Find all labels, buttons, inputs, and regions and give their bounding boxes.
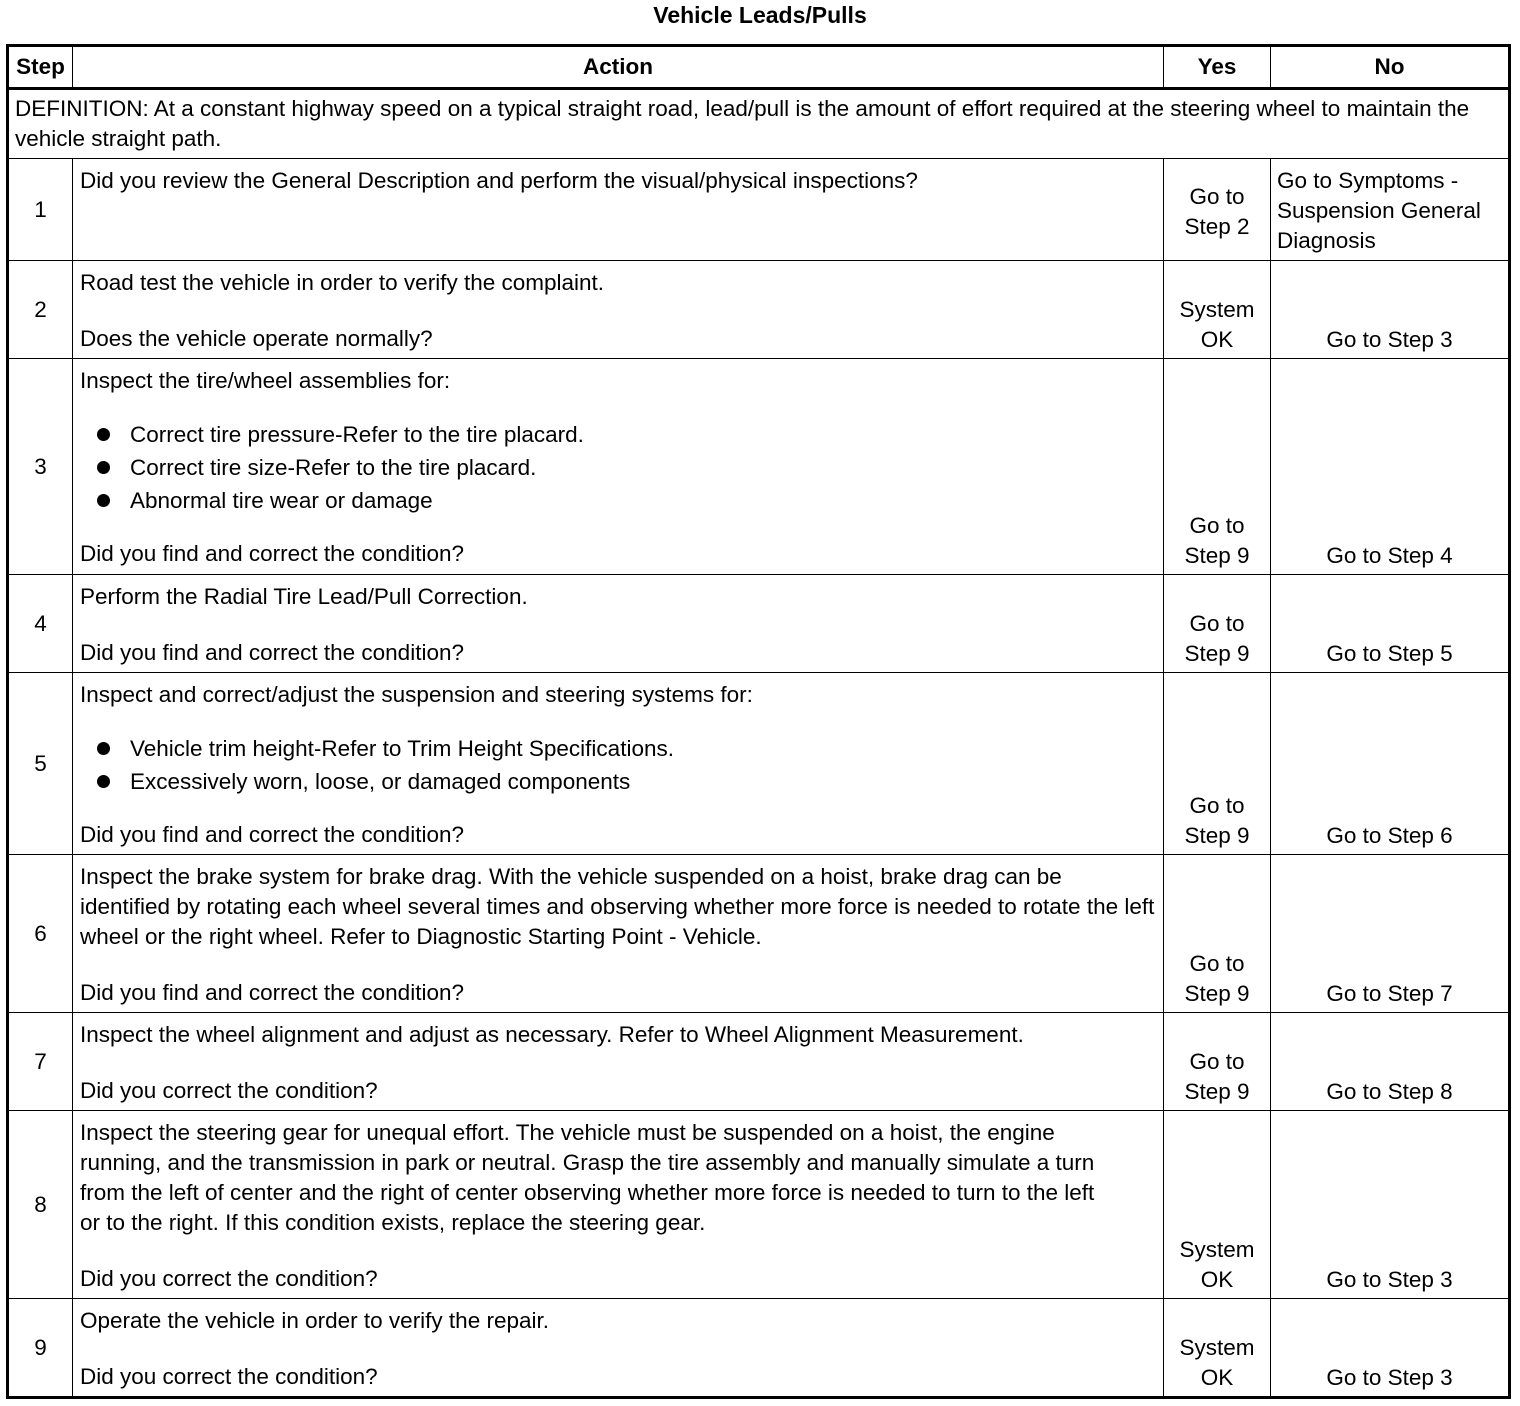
question-text: Did you correct the condition? [80, 1266, 378, 1291]
table-row [8, 673, 1510, 855]
yes-result [1164, 359, 1271, 575]
no-result [1271, 1013, 1510, 1111]
diagnostic-table [6, 44, 1511, 1399]
action-cell [73, 1013, 1164, 1111]
yes-result [1164, 673, 1271, 855]
bullet-icon [97, 742, 110, 755]
table-row [8, 1111, 1510, 1299]
bullet-list [80, 732, 1157, 798]
list-item: Vehicle trim height-Refer to Trim Height Specifications. [80, 732, 1157, 765]
bullet-icon [97, 494, 110, 507]
header-yes: Yes [1164, 46, 1271, 89]
table-row [8, 359, 1510, 575]
step-number: 8 [8, 1111, 73, 1299]
header-no: No [1271, 46, 1510, 89]
action-text: Perform the Radial Tire Lead/Pull Correction. [80, 584, 528, 609]
question-text: Does the vehicle operate normally? [80, 326, 433, 351]
no-result [1271, 159, 1510, 261]
bullet-list [80, 418, 1157, 517]
bullet-icon [97, 775, 110, 788]
list-item: Abnormal tire wear or damage [80, 484, 1157, 517]
step-number: 2 [8, 261, 73, 359]
list-item: Correct tire pressure-Refer to the tire placard. [80, 418, 1157, 451]
action-text: Did you review the General Description and perform the visual/physical inspections? [80, 168, 918, 193]
no-text: Go to Step 8 [1326, 1079, 1453, 1104]
action-text: Operate the vehicle in order to verify the repair. [80, 1308, 549, 1333]
yes-result [1164, 1111, 1271, 1299]
document-title: Vehicle Leads/Pulls [653, 2, 867, 28]
yes-result [1164, 575, 1271, 673]
bullet-icon [97, 428, 110, 441]
definition-text: DEFINITION: At a constant highway speed on a typical straight road, lead/pull is the amount of effort required at the steering wheel to maintain the vehicle straight path. [8, 89, 1510, 159]
header-row [8, 46, 1510, 89]
no-text: Go to Step 3 [1326, 1365, 1453, 1390]
yes-result [1164, 855, 1271, 1013]
action-cell [73, 359, 1164, 575]
action-cell [73, 1299, 1164, 1398]
list-item: Correct tire size-Refer to the tire placard. [80, 451, 1157, 484]
action-cell [73, 261, 1164, 359]
question-text: Did you find and correct the condition? [80, 541, 464, 566]
no-text: Go to Step 4 [1326, 543, 1453, 568]
question-text: Did you correct the condition? [80, 1364, 378, 1389]
step-number: 5 [8, 673, 73, 855]
action-text: Road test the vehicle in order to verify the complaint. [80, 270, 605, 295]
action-text: Inspect the wheel alignment and adjust as necessary. Refer to Wheel Alignment Measurement. [80, 1022, 1024, 1047]
yes-text: System OK [1179, 297, 1255, 352]
action-cell [73, 673, 1164, 855]
table-row [8, 575, 1510, 673]
step-number: 9 [8, 1299, 73, 1398]
question-text: Did you find and correct the condition? [80, 980, 464, 1005]
action-cell [73, 159, 1164, 261]
action-text: Inspect the brake system for brake drag. With the vehicle suspended on a hoist, brake drag can be identified by rotating each wheel several times and observing whether more force is needed to rotate the left wheel or the right wheel. Refer to Diagnostic Starting Point - Vehicle. [80, 864, 1155, 949]
yes-result [1164, 1299, 1271, 1398]
no-text: Go to Step 7 [1326, 981, 1453, 1006]
question-text: Did you correct the condition? [80, 1078, 378, 1103]
action-text: Inspect and correct/adjust the suspension and steering systems for: [80, 682, 753, 707]
yes-text: System OK [1179, 1335, 1255, 1390]
step-number: 3 [8, 359, 73, 575]
no-text: Go to Step 3 [1326, 327, 1453, 352]
step-number: 1 [8, 159, 73, 261]
no-text: Go to Step 3 [1326, 1267, 1453, 1292]
yes-result [1164, 261, 1271, 359]
table-row [8, 1013, 1510, 1111]
table-row [8, 261, 1510, 359]
question-text: Did you find and correct the condition? [80, 822, 464, 847]
action-text: Inspect the tire/wheel assemblies for: [80, 368, 451, 393]
step-number: 4 [8, 575, 73, 673]
step-number: 7 [8, 1013, 73, 1111]
yes-text: Go to Step 2 [1184, 184, 1250, 239]
header-step: Step [8, 46, 73, 89]
action-cell [73, 1111, 1164, 1299]
action-cell [73, 575, 1164, 673]
no-text: Go to Step 6 [1326, 823, 1453, 848]
yes-text: Go to Step 9 [1184, 611, 1250, 666]
yes-result [1164, 159, 1271, 261]
yes-text: Go to Step 9 [1184, 1049, 1250, 1104]
no-result [1271, 359, 1510, 575]
no-result [1271, 575, 1510, 673]
no-result [1271, 673, 1510, 855]
bullet-icon [97, 461, 110, 474]
action-cell [73, 855, 1164, 1013]
table-row [8, 159, 1510, 261]
table-row [8, 1299, 1510, 1398]
no-result [1271, 261, 1510, 359]
yes-text: Go to Step 9 [1184, 793, 1250, 848]
list-item: Excessively worn, loose, or damaged components [80, 765, 1157, 798]
header-action: Action [73, 46, 1164, 89]
yes-text: System OK [1179, 1237, 1255, 1292]
question-text: Did you find and correct the condition? [80, 640, 464, 665]
step-number: 6 [8, 855, 73, 1013]
table-row [8, 855, 1510, 1013]
yes-result [1164, 1013, 1271, 1111]
yes-text: Go to Step 9 [1184, 513, 1250, 568]
no-result [1271, 855, 1510, 1013]
no-text: Go to Symptoms - Suspension General Diagnosis [1277, 168, 1481, 253]
yes-text: Go to Step 9 [1184, 951, 1250, 1006]
no-result [1271, 1299, 1510, 1398]
definition-row [8, 89, 1510, 159]
no-result [1271, 1111, 1510, 1299]
no-text: Go to Step 5 [1326, 641, 1453, 666]
action-text: Inspect the steering gear for unequal effort. The vehicle must be suspended on a hoist, the engine running, and the transmission in park or neutral. Grasp the tire assembly and manually simulate a turn from the left of center and the right of center observing whether more force is needed to turn to the left or to the right. If this condition exists, replace the steering gear. [80, 1120, 1095, 1235]
